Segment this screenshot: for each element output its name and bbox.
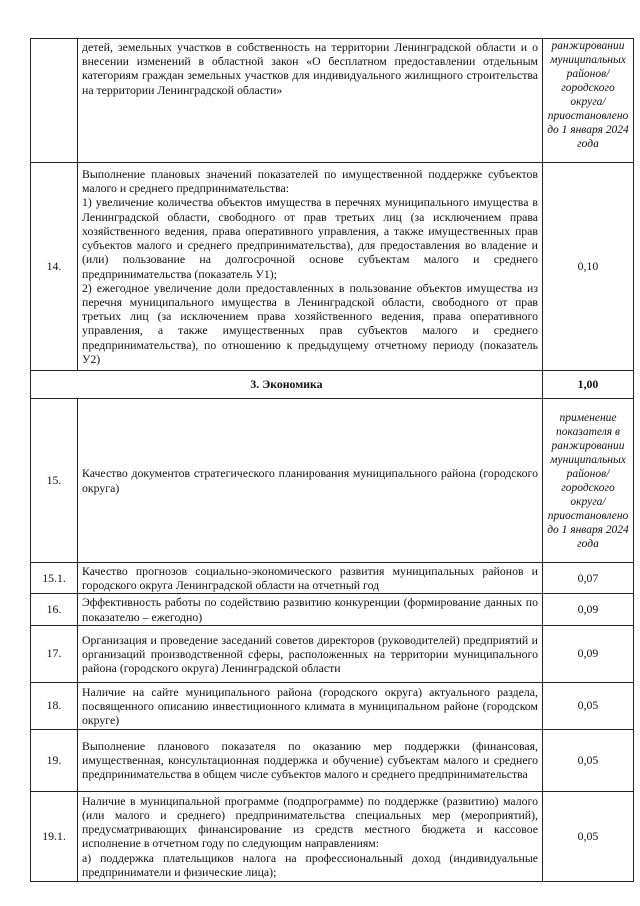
row-number: 15.1. (31, 563, 78, 594)
description-item-a: а) поддержка плательщиков налога на профессиональный доход (индивидуальные предприниматели и физические лица); (82, 850, 538, 879)
table-row (31, 682, 634, 729)
row-description (78, 729, 543, 791)
row-description (78, 594, 543, 625)
description-text: Наличие в муниципальной программе (подпрограмме) по поддержке (развитию) малого (или малого и среднего) предпринимательства специальных мер (мероприятий), предусматривающих финансирование из средств местного бюджета и кассовое исполнение в отчетном году по следующим направлениям: (82, 793, 538, 851)
row-number: 15. (31, 399, 78, 563)
row-weight-note: ранжировании муниципальных районов/ городского округа/ приостановлено до 1 января 2024 года (543, 39, 634, 163)
row-description (78, 791, 543, 881)
description-text: детей, земельных участков в собственность на территории Ленинградской области и о внесении изменений в областной закон «О бесплатном предоставлении отдельным категориям граждан земельных участков для индивидуального жилищного строительства на территории Ленинградской области» (82, 40, 538, 97)
table-row (31, 163, 634, 371)
indicators-table (30, 38, 634, 882)
table-row (31, 791, 634, 881)
row-description (78, 563, 543, 594)
description-text: Выполнение планового показателя по оказанию мер поддержки (финансовая, имущественная, консультационная поддержка и обучение) субъектам малого и среднего предпринимательства в общем числе субъектов малого и среднего предпринимательства (82, 739, 538, 782)
description-text: Эффективность работы по содействию развитию конкуренции (формирование данных по показателю – ежегодно) (82, 595, 538, 624)
description-item-2: 2) ежегодное увеличение доли предоставленных в пользование объектов имущества из перечня муниципального имущества в Ленинградской области, свободного от прав третьих лиц (за исключением права хозяйственного ведения, права оперативного управления, а также имущественных прав субъектов малого и среднего предпринимательства), по отношению к предыдущему отчетному периоду (показатель У2) (82, 280, 538, 366)
row-number (31, 39, 78, 163)
description-text: Организация и проведение заседаний советов директоров (руководителей) предприятий и организаций производственной сферы, расположенных на территории муниципального района (городского округа) Ленинградской области (82, 632, 538, 675)
row-weight: 0,05 (543, 682, 634, 729)
row-number: 18. (31, 682, 78, 729)
row-description (78, 163, 543, 371)
table-row (31, 729, 634, 791)
table-row (31, 625, 634, 682)
table-row (31, 594, 634, 625)
description-text: Качество документов стратегического планирования муниципального района (городского округа) (82, 466, 538, 495)
row-description (78, 39, 543, 163)
row-weight: 0,05 (543, 729, 634, 791)
row-weight-note: применение показателя в ранжировании муниципальных районов/ городского округа/ приостановлено до 1 января 2024 года (543, 399, 634, 563)
row-weight: 0,05 (543, 791, 634, 881)
row-description (78, 399, 543, 563)
row-number: 17. (31, 625, 78, 682)
table-row (31, 399, 634, 563)
row-weight: 0,09 (543, 625, 634, 682)
table-row (31, 563, 634, 594)
section-title: 3. Экономика (31, 371, 543, 399)
description-text: Качество прогнозов социально-экономического развития муниципальных районов и городского округа Ленинградской области на отчетный год (82, 564, 538, 593)
row-number: 19.1. (31, 791, 78, 881)
row-weight: 0,09 (543, 594, 634, 625)
row-description (78, 625, 543, 682)
description-text: Наличие на сайте муниципального района (городского округа) актуального раздела, посвященного описанию инвестиционного климата в муниципальном районе (городском округе) (82, 684, 538, 727)
description-intro: Выполнение плановых значений показателей по имущественной поддержке субъектов малого и среднего предпринимательства: (82, 167, 538, 196)
table-row (31, 39, 634, 163)
row-number: 14. (31, 163, 78, 371)
description-item-1: 1) увеличение количества объектов имущества в перечнях муниципального имущества в Ленинградской области, свободного от прав третьих лиц (за исключением права хозяйственного ведения, права оперативного управления, а также имущественных прав субъектов малого и среднего предпринимательства), для предоставления во владение и (или) пользование на долгосрочной основе субъектам малого и среднего предпринимательства (показатель У1); (82, 195, 538, 281)
row-weight: 0,10 (543, 163, 634, 371)
row-number: 16. (31, 594, 78, 625)
section-header-row (31, 371, 634, 399)
row-number: 19. (31, 729, 78, 791)
section-weight: 1,00 (543, 371, 634, 399)
row-description (78, 682, 543, 729)
row-weight: 0,07 (543, 563, 634, 594)
